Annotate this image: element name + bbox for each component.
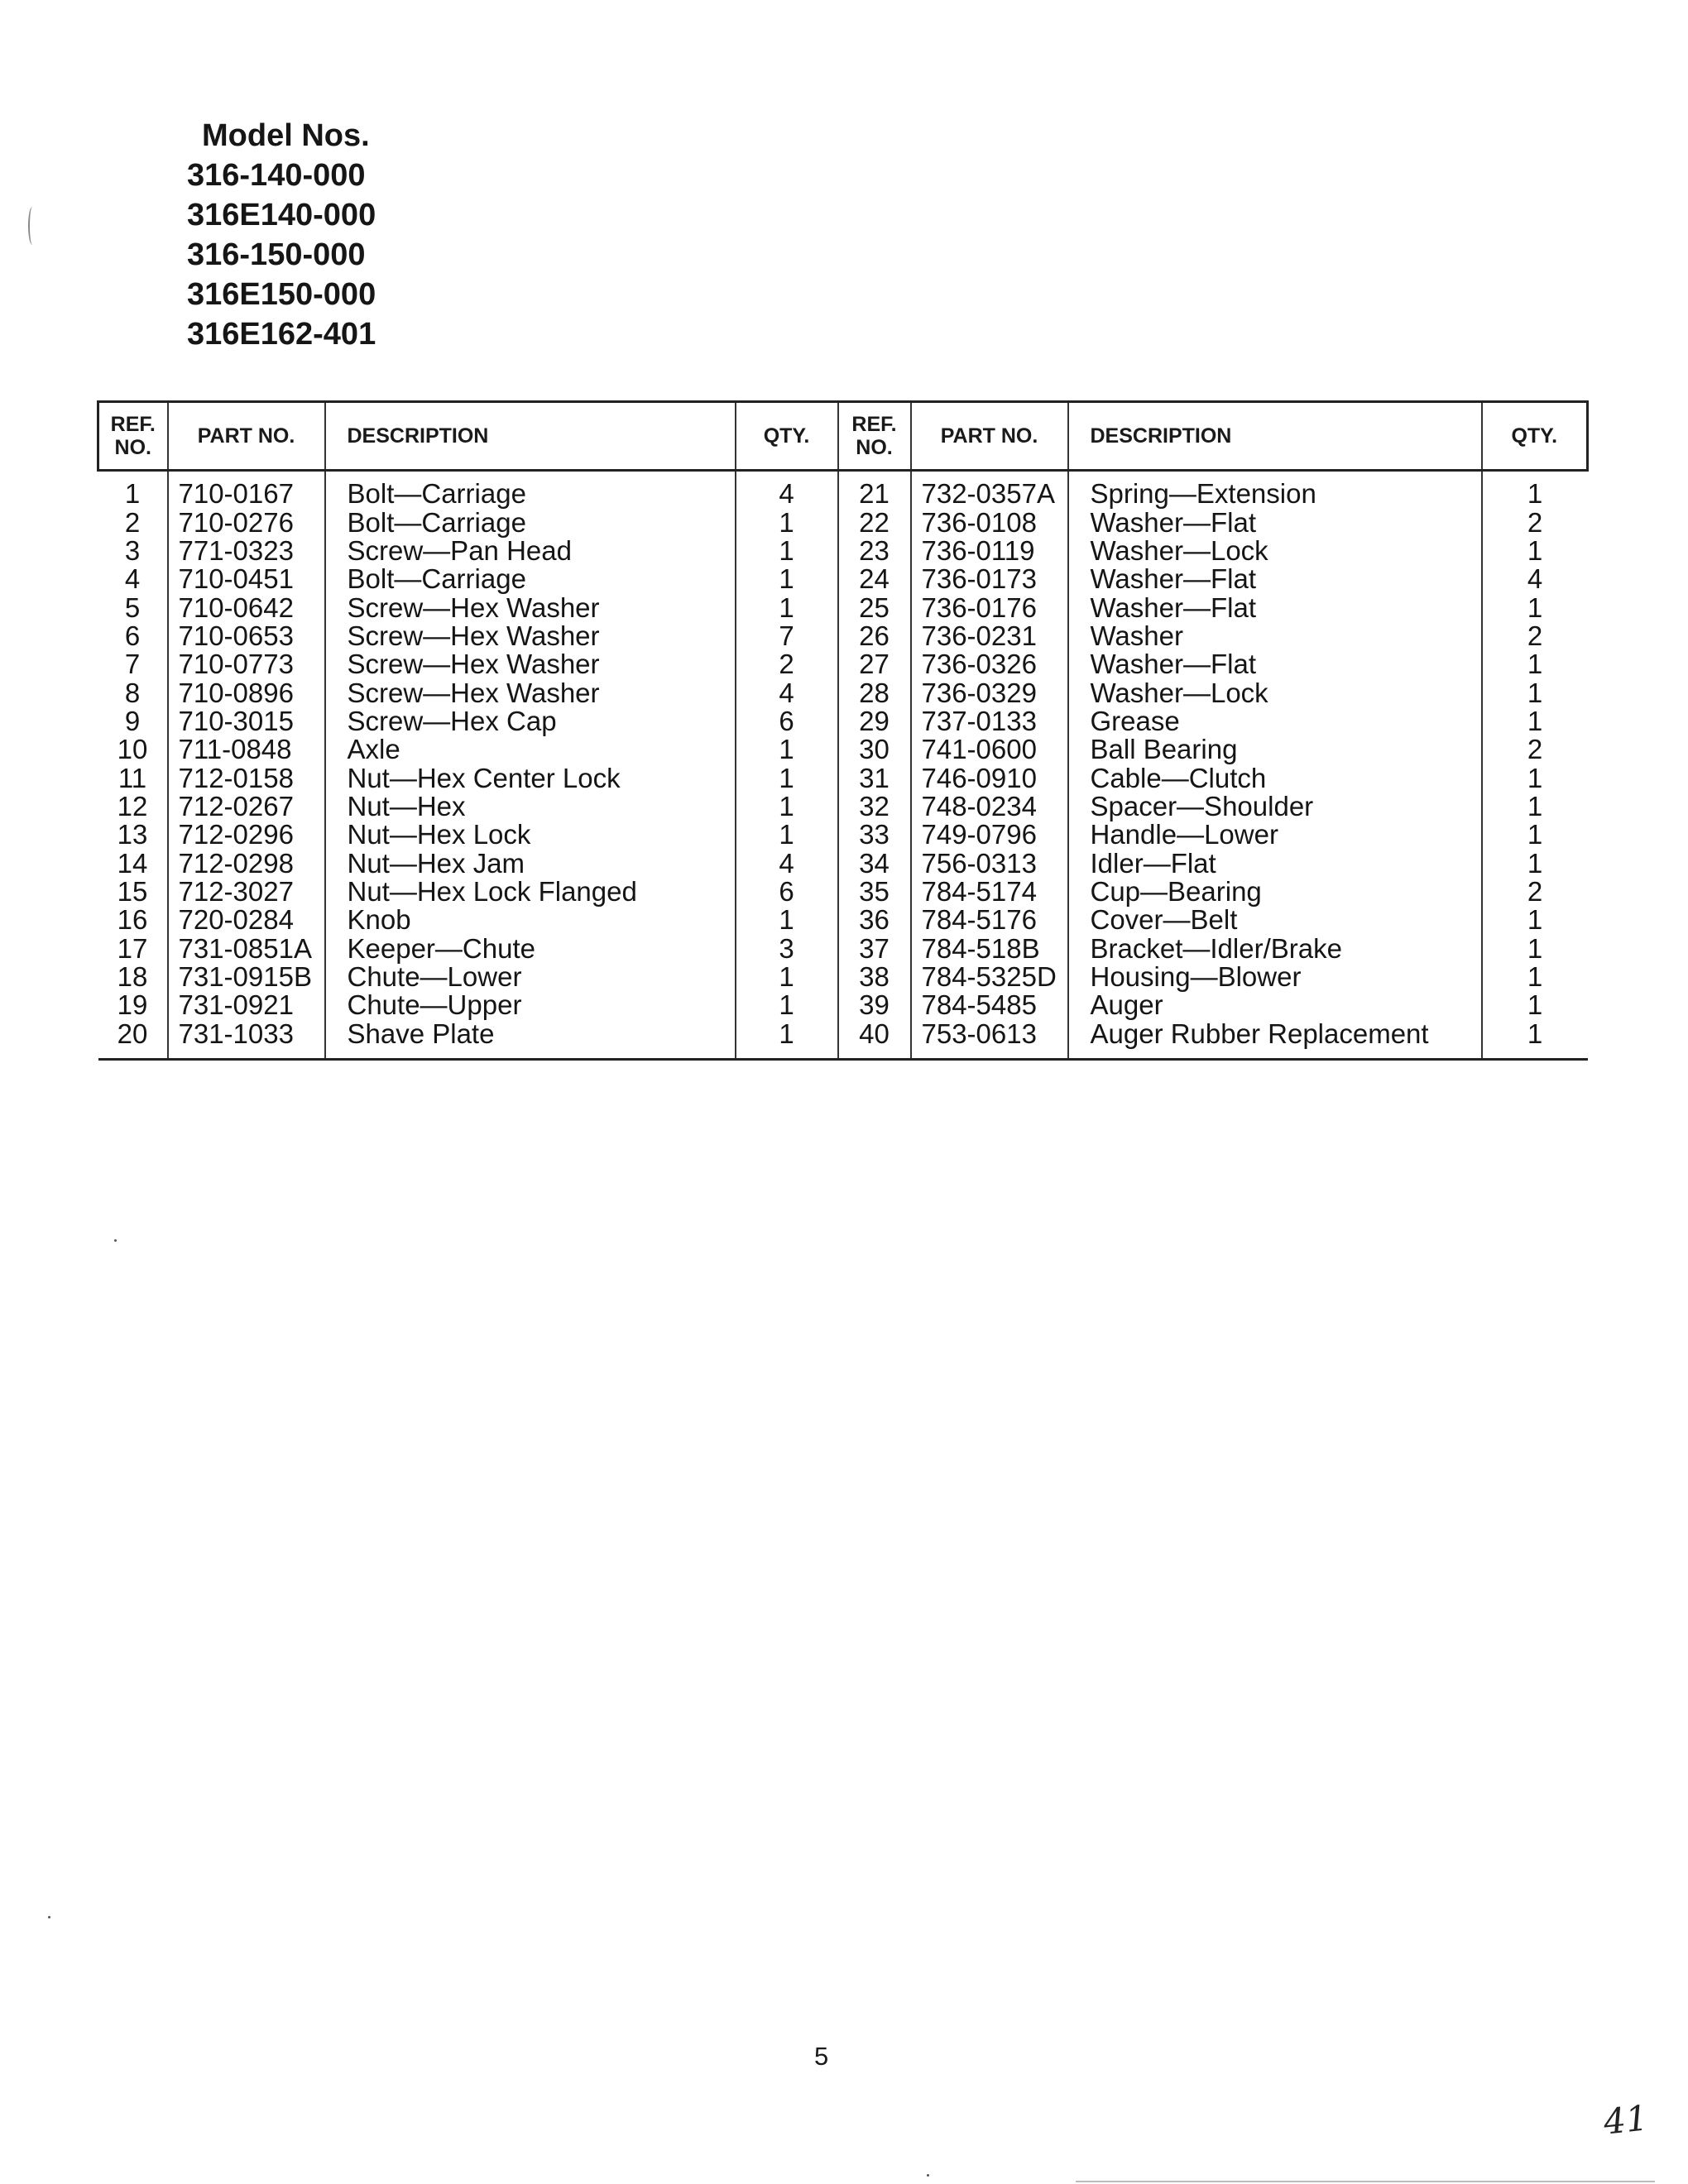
quantity-cell: 1 [1482, 707, 1588, 735]
part-number-cell: 712-0158 [168, 764, 325, 792]
scan-edge-line [1076, 2181, 1655, 2182]
part-number-cell: 710-0276 [168, 508, 325, 536]
description-cell: Washer [1068, 622, 1482, 650]
description-cell: Cable—Clutch [1068, 764, 1482, 792]
quantity-cell: 1 [736, 565, 838, 593]
header-description-left: DESCRIPTION [325, 402, 736, 471]
quantity-cell: 1 [736, 537, 838, 565]
header-qty-left: QTY. [736, 402, 838, 471]
ref-number-cell: 17 [98, 934, 168, 962]
ref-number-cell: 28 [838, 678, 911, 706]
part-number-cell: 712-0298 [168, 849, 325, 877]
quantity-cell: 1 [736, 593, 838, 621]
quantity-cell: 4 [736, 849, 838, 877]
table-row [98, 565, 1588, 593]
quantity-cell: 7 [736, 622, 838, 650]
table-row [98, 878, 1588, 906]
part-number-cell: 784-5325D [911, 963, 1068, 991]
part-number-cell: 710-0451 [168, 565, 325, 593]
description-cell: Nut—Hex [325, 793, 736, 821]
description-cell: Screw—Hex Cap [325, 707, 736, 735]
description-cell: Washer—Flat [1068, 508, 1482, 536]
ref-number-cell: 26 [838, 622, 911, 650]
part-number-cell: 749-0796 [911, 821, 1068, 849]
part-number-cell: 784-518B [911, 934, 1068, 962]
ref-number-cell: 18 [98, 963, 168, 991]
table-row [98, 821, 1588, 849]
table-row [98, 707, 1588, 735]
model-number: 316E150-000 [187, 277, 376, 312]
description-cell: Screw—Hex Washer [325, 622, 736, 650]
ref-number-cell: 27 [838, 650, 911, 678]
part-number-cell: 784-5174 [911, 878, 1068, 906]
ref-number-cell: 16 [98, 906, 168, 934]
ref-number-cell: 38 [838, 963, 911, 991]
handwritten-mark: 41 [1601, 2097, 1650, 2143]
ref-number-cell: 29 [838, 707, 911, 735]
ref-number-cell: 7 [98, 650, 168, 678]
ref-number-cell: 31 [838, 764, 911, 792]
description-cell: Nut—Hex Lock [325, 821, 736, 849]
table-row [98, 622, 1588, 650]
header-qty-right: QTY. [1482, 402, 1588, 471]
quantity-cell: 4 [736, 471, 838, 509]
description-cell: Handle—Lower [1068, 821, 1482, 849]
part-number-cell: 753-0613 [911, 1019, 1068, 1059]
description-cell: Washer—Flat [1068, 593, 1482, 621]
quantity-cell: 2 [1482, 508, 1588, 536]
table-row [98, 508, 1588, 536]
description-cell: Screw—Hex Washer [325, 593, 736, 621]
table-row [98, 1019, 1588, 1059]
description-cell: Bolt—Carriage [325, 508, 736, 536]
quantity-cell: 1 [736, 508, 838, 536]
page-number: 5 [814, 2042, 829, 2071]
description-cell: Screw—Pan Head [325, 537, 736, 565]
description-cell: Screw—Hex Washer [325, 678, 736, 706]
model-numbers-block [187, 116, 376, 354]
ref-number-cell: 20 [98, 1019, 168, 1059]
part-number-cell: 731-1033 [168, 1019, 325, 1059]
description-cell: Auger [1068, 991, 1482, 1019]
header-part-no-left: PART NO. [168, 402, 325, 471]
table-row [98, 735, 1588, 764]
description-cell: Auger Rubber Replacement [1068, 1019, 1482, 1059]
table-row [98, 764, 1588, 792]
table-row [98, 991, 1588, 1019]
quantity-cell: 1 [1482, 849, 1588, 877]
description-cell: Ball Bearing [1068, 735, 1482, 764]
part-number-cell: 710-0167 [168, 471, 325, 509]
part-number-cell: 736-0326 [911, 650, 1068, 678]
ref-number-cell: 13 [98, 821, 168, 849]
part-number-cell: 736-0329 [911, 678, 1068, 706]
ref-number-cell: 6 [98, 622, 168, 650]
ref-number-cell: 11 [98, 764, 168, 792]
part-number-cell: 748-0234 [911, 793, 1068, 821]
ref-number-cell: 35 [838, 878, 911, 906]
table-row [98, 471, 1588, 509]
part-number-cell: 784-5485 [911, 991, 1068, 1019]
quantity-cell: 1 [736, 735, 838, 764]
scan-speck [114, 1239, 117, 1242]
ref-number-cell: 3 [98, 537, 168, 565]
description-cell: Chute—Lower [325, 963, 736, 991]
description-cell: Nut—Hex Lock Flanged [325, 878, 736, 906]
ref-number-cell: 23 [838, 537, 911, 565]
part-number-cell: 712-0267 [168, 793, 325, 821]
part-number-cell: 784-5176 [911, 906, 1068, 934]
parts-list-table [97, 400, 1589, 1061]
table-row [98, 593, 1588, 621]
ref-number-cell: 39 [838, 991, 911, 1019]
part-number-cell: 732-0357A [911, 471, 1068, 509]
quantity-cell: 2 [1482, 878, 1588, 906]
part-number-cell: 731-0915B [168, 963, 325, 991]
quantity-cell: 1 [1482, 593, 1588, 621]
description-cell: Spacer—Shoulder [1068, 793, 1482, 821]
description-cell: Washer—Lock [1068, 678, 1482, 706]
part-number-cell: 710-3015 [168, 707, 325, 735]
ref-number-cell: 21 [838, 471, 911, 509]
part-number-cell: 736-0119 [911, 537, 1068, 565]
quantity-cell: 2 [736, 650, 838, 678]
part-number-cell: 710-0653 [168, 622, 325, 650]
table-row [98, 793, 1588, 821]
ref-number-cell: 30 [838, 735, 911, 764]
ref-number-cell: 15 [98, 878, 168, 906]
ref-number-cell: 2 [98, 508, 168, 536]
quantity-cell: 1 [1482, 963, 1588, 991]
scan-speck [927, 2174, 929, 2177]
quantity-cell: 1 [1482, 821, 1588, 849]
table-row [98, 934, 1588, 962]
part-number-cell: 736-0231 [911, 622, 1068, 650]
ref-number-cell: 8 [98, 678, 168, 706]
description-cell: Nut—Hex Center Lock [325, 764, 736, 792]
scan-speck [48, 1916, 50, 1918]
part-number-cell: 710-0773 [168, 650, 325, 678]
table-row [98, 849, 1588, 877]
quantity-cell: 1 [736, 1019, 838, 1059]
part-number-cell: 736-0176 [911, 593, 1068, 621]
description-cell: Spring—Extension [1068, 471, 1482, 509]
quantity-cell: 1 [1482, 650, 1588, 678]
ref-number-cell: 40 [838, 1019, 911, 1059]
description-cell: Nut—Hex Jam [325, 849, 736, 877]
header-ref-no-right: REF. NO. [838, 402, 911, 471]
quantity-cell: 3 [736, 934, 838, 962]
quantity-cell: 1 [736, 793, 838, 821]
description-cell: Chute—Upper [325, 991, 736, 1019]
part-number-cell: 712-3027 [168, 878, 325, 906]
quantity-cell: 6 [736, 707, 838, 735]
ref-number-cell: 1 [98, 471, 168, 509]
ref-number-cell: 37 [838, 934, 911, 962]
quantity-cell: 1 [1482, 537, 1588, 565]
description-cell: Washer—Flat [1068, 565, 1482, 593]
part-number-cell: 731-0921 [168, 991, 325, 1019]
part-number-cell: 746-0910 [911, 764, 1068, 792]
part-number-cell: 736-0173 [911, 565, 1068, 593]
quantity-cell: 2 [1482, 622, 1588, 650]
part-number-cell: 737-0133 [911, 707, 1068, 735]
margin-mark [28, 207, 36, 245]
quantity-cell: 1 [736, 764, 838, 792]
quantity-cell: 1 [736, 906, 838, 934]
ref-number-cell: 24 [838, 565, 911, 593]
quantity-cell: 4 [1482, 565, 1588, 593]
part-number-cell: 736-0108 [911, 508, 1068, 536]
quantity-cell: 6 [736, 878, 838, 906]
description-cell: Axle [325, 735, 736, 764]
ref-number-cell: 12 [98, 793, 168, 821]
quantity-cell: 1 [736, 821, 838, 849]
table-row [98, 650, 1588, 678]
ref-number-cell: 22 [838, 508, 911, 536]
table-header-row [98, 402, 1588, 471]
ref-number-cell: 36 [838, 906, 911, 934]
quantity-cell: 4 [736, 678, 838, 706]
quantity-cell: 1 [1482, 906, 1588, 934]
description-cell: Grease [1068, 707, 1482, 735]
header-part-no-right: PART NO. [911, 402, 1068, 471]
ref-number-cell: 19 [98, 991, 168, 1019]
ref-number-cell: 14 [98, 849, 168, 877]
ref-number-cell: 32 [838, 793, 911, 821]
quantity-cell: 1 [736, 991, 838, 1019]
header-ref-no-left: REF. NO. [98, 402, 168, 471]
quantity-cell: 1 [1482, 764, 1588, 792]
description-cell: Knob [325, 906, 736, 934]
model-numbers-title: Model Nos. [202, 118, 370, 153]
ref-number-cell: 4 [98, 565, 168, 593]
description-cell: Idler—Flat [1068, 849, 1482, 877]
description-cell: Washer—Lock [1068, 537, 1482, 565]
description-cell: Housing—Blower [1068, 963, 1482, 991]
part-number-cell: 741-0600 [911, 735, 1068, 764]
quantity-cell: 1 [736, 963, 838, 991]
ref-number-cell: 33 [838, 821, 911, 849]
description-cell: Bolt—Carriage [325, 471, 736, 509]
model-number: 316-150-000 [187, 237, 366, 272]
ref-number-cell: 5 [98, 593, 168, 621]
description-cell: Cover—Belt [1068, 906, 1482, 934]
quantity-cell: 1 [1482, 1019, 1588, 1059]
model-number: 316E162-401 [187, 317, 376, 352]
part-number-cell: 711-0848 [168, 735, 325, 764]
model-number: 316-140-000 [187, 158, 366, 193]
table-row [98, 537, 1588, 565]
part-number-cell: 771-0323 [168, 537, 325, 565]
table-row [98, 678, 1588, 706]
part-number-cell: 712-0296 [168, 821, 325, 849]
description-cell: Keeper—Chute [325, 934, 736, 962]
quantity-cell: 1 [1482, 934, 1588, 962]
part-number-cell: 710-0642 [168, 593, 325, 621]
quantity-cell: 2 [1482, 735, 1588, 764]
description-cell: Bolt—Carriage [325, 565, 736, 593]
description-cell: Screw—Hex Washer [325, 650, 736, 678]
quantity-cell: 1 [1482, 793, 1588, 821]
description-cell: Washer—Flat [1068, 650, 1482, 678]
part-number-cell: 710-0896 [168, 678, 325, 706]
table-row [98, 906, 1588, 934]
quantity-cell: 1 [1482, 678, 1588, 706]
description-cell: Cup—Bearing [1068, 878, 1482, 906]
quantity-cell: 1 [1482, 991, 1588, 1019]
table-row [98, 963, 1588, 991]
ref-number-cell: 25 [838, 593, 911, 621]
parts-table-body [98, 471, 1588, 1060]
part-number-cell: 720-0284 [168, 906, 325, 934]
header-description-right: DESCRIPTION [1068, 402, 1482, 471]
description-cell: Bracket—Idler/Brake [1068, 934, 1482, 962]
model-number: 316E140-000 [187, 198, 376, 232]
part-number-cell: 756-0313 [911, 849, 1068, 877]
ref-number-cell: 10 [98, 735, 168, 764]
quantity-cell: 1 [1482, 471, 1588, 509]
description-cell: Shave Plate [325, 1019, 736, 1059]
ref-number-cell: 34 [838, 849, 911, 877]
ref-number-cell: 9 [98, 707, 168, 735]
part-number-cell: 731-0851A [168, 934, 325, 962]
